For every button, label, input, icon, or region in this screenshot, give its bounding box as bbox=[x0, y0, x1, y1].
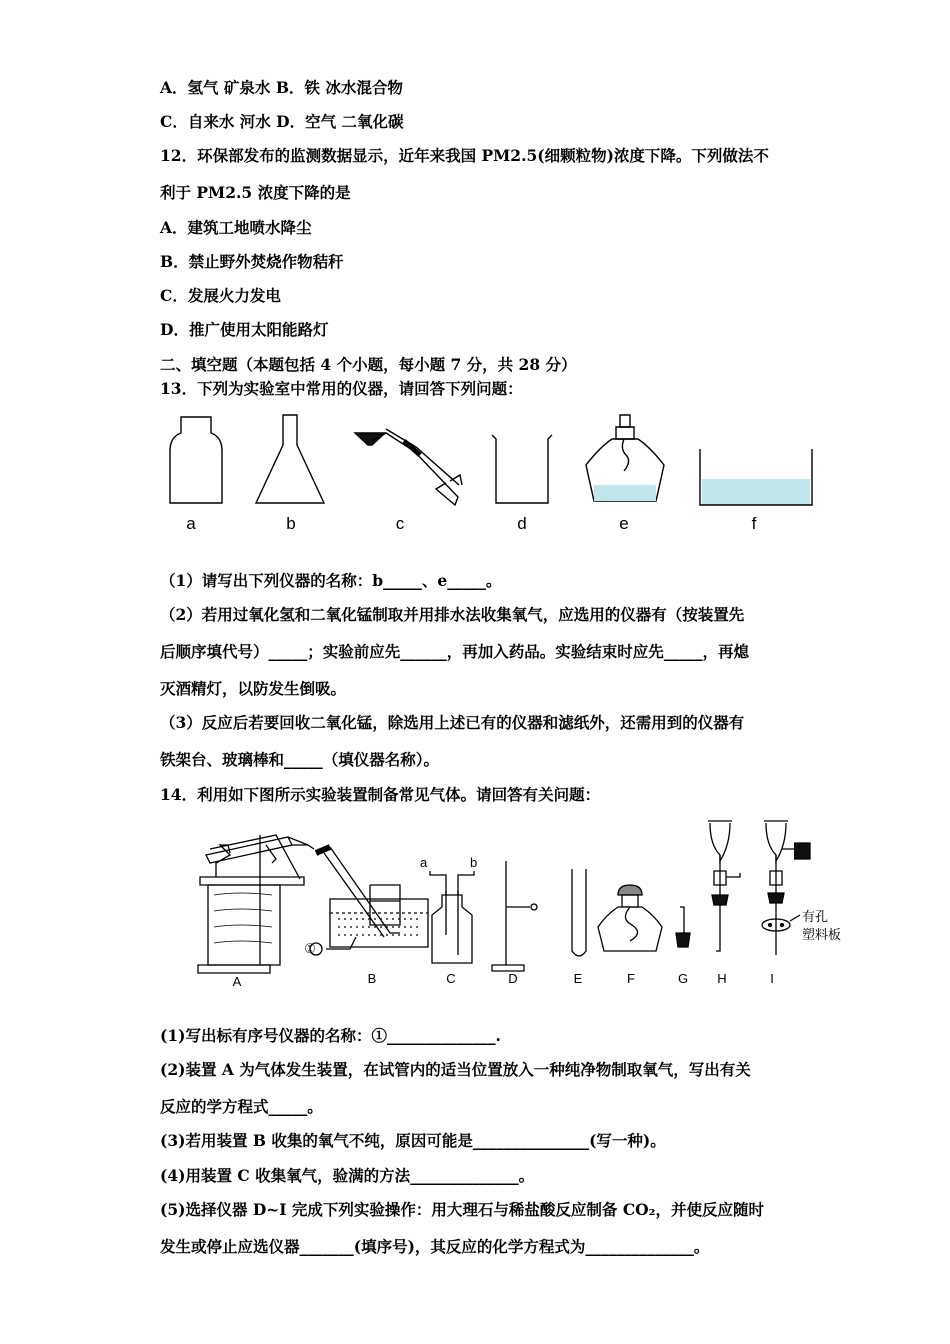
question-13-part-3-line-2: 铁架台、玻璃棒和_____（填仪器名称）。 bbox=[160, 750, 440, 769]
question-13-stem: 13．下列为实验室中常用的仪器，请回答下列问题： bbox=[160, 379, 523, 398]
apparatus-b bbox=[310, 847, 428, 955]
apparatus-d bbox=[492, 861, 537, 971]
question-14-part-3: (3)若用装置 B 收集的氧气不纯，原因可能是_______________(写一种)。 bbox=[160, 1131, 666, 1150]
instrument-e-alcohol-lamp bbox=[586, 415, 664, 501]
question-14-part-1: (1)写出标有序号仪器的名称：①______________. bbox=[160, 1026, 501, 1045]
question-13-part-2-line-3: 灭酒精灯，以防发生倒吸。 bbox=[160, 679, 347, 698]
label-a: a bbox=[186, 514, 196, 533]
apparatus-c-port-a: a bbox=[420, 855, 428, 870]
option-12d: D．推广使用太阳能路灯 bbox=[160, 320, 329, 339]
apparatus-g bbox=[676, 907, 690, 947]
figure-14-label-group bbox=[233, 971, 774, 989]
option-line-11ab: A．氢气 矿泉水 B．铁 冰水混合物 bbox=[160, 78, 403, 97]
option-12c: C．发展火力发电 bbox=[160, 286, 281, 305]
question-13-part-2-line-1: （2）若用过氧化氢和二氧化锰制取并用排水法收集氧气，应选用的仪器有（按装置先 bbox=[160, 605, 745, 624]
apparatus-c-port-b: b bbox=[470, 855, 478, 870]
question-14-stem: 14．利用如下图所示实验装置制备常见气体。请回答有关问题： bbox=[160, 785, 601, 804]
question-13-part-2-line-2: 后顺序填代号）_____；实验前应先______，再加入药品。实验结束时应先_____，再熄 bbox=[160, 642, 750, 661]
instrument-b-conical-flask bbox=[256, 415, 324, 503]
question-12-line-2: 利于 PM2.5 浓度下降的是 bbox=[160, 183, 351, 202]
label-F: F bbox=[627, 971, 635, 986]
apparatus-h bbox=[708, 821, 740, 951]
question-12-line-1: 12．环保部发布的监测数据显示，近年来我国 PM2.5(细颗粒物)浓度下降。下列做法不 bbox=[160, 146, 769, 165]
label-f: f bbox=[751, 514, 757, 533]
apparatus-i-plate-label-2: 塑料板 bbox=[802, 927, 842, 942]
apparatus-f bbox=[598, 885, 662, 951]
question-14-part-5-line-2: 发生或停止应选仪器_______(填序号)，其反应的化学方程式为______________。 bbox=[160, 1237, 710, 1256]
instrument-f-water-trough bbox=[700, 449, 812, 505]
label-B: B bbox=[367, 971, 377, 986]
apparatus-a bbox=[198, 835, 314, 973]
label-D: D bbox=[508, 971, 518, 986]
figure-13-label-group bbox=[186, 514, 756, 533]
apparatus-i-plate-label-1: 有孔 bbox=[802, 909, 829, 924]
label-b: b bbox=[286, 514, 296, 533]
label-d: d bbox=[517, 514, 527, 533]
question-14-part-2-line-1: (2)装置 A 为气体发生装置，在试管内的适当位置放入一种纯净物制取氧气，写出有关 bbox=[160, 1060, 751, 1079]
apparatus-e bbox=[572, 869, 586, 956]
question-13-part-3-line-1: （3）反应后若要回收二氧化锰，除选用上述已有的仪器和滤纸外，还需用到的仪器有 bbox=[160, 713, 745, 732]
label-E: E bbox=[573, 971, 583, 986]
question-14-part-4: (4)用装置 C 收集氧气，验满的方法______________。 bbox=[160, 1166, 535, 1185]
label-I: I bbox=[770, 971, 774, 986]
instrument-a-bottle bbox=[170, 417, 222, 503]
label-H: H bbox=[717, 971, 727, 986]
instrument-d-beaker bbox=[492, 435, 552, 503]
label-c: c bbox=[395, 514, 405, 533]
option-12b: B．禁止野外焚烧作物秸秆 bbox=[160, 252, 344, 271]
section-heading: 二、填空题（本题包括 4 个小题，每小题 7 分，共 28 分） bbox=[160, 355, 577, 374]
question-14-part-5-line-1: (5)选择仪器 D~I 完成下列实验操作：用大理石与稀盐酸反应制备 CO₂，并使反应随时 bbox=[160, 1200, 764, 1219]
label-G: G bbox=[677, 971, 689, 986]
option-12a: A．建筑工地喷水降尘 bbox=[160, 218, 312, 237]
question-14-part-2-line-2: 反应的学方程式_____。 bbox=[160, 1097, 323, 1116]
apparatus-b-marker: ① bbox=[304, 941, 316, 956]
figure-13-instruments bbox=[150, 405, 830, 535]
figure-14-apparatus bbox=[180, 815, 860, 995]
label-e: e bbox=[619, 514, 629, 533]
instrument-c-funnel-tube bbox=[355, 429, 462, 505]
question-13-part-1: （1）请写出下列仪器的名称：b_____、e_____。 bbox=[160, 571, 502, 590]
option-line-11cd: C．自来水 河水 D．空气 二氧化碳 bbox=[160, 112, 404, 131]
label-A: A bbox=[232, 974, 242, 989]
apparatus-c bbox=[430, 871, 474, 963]
label-C: C bbox=[446, 971, 456, 986]
